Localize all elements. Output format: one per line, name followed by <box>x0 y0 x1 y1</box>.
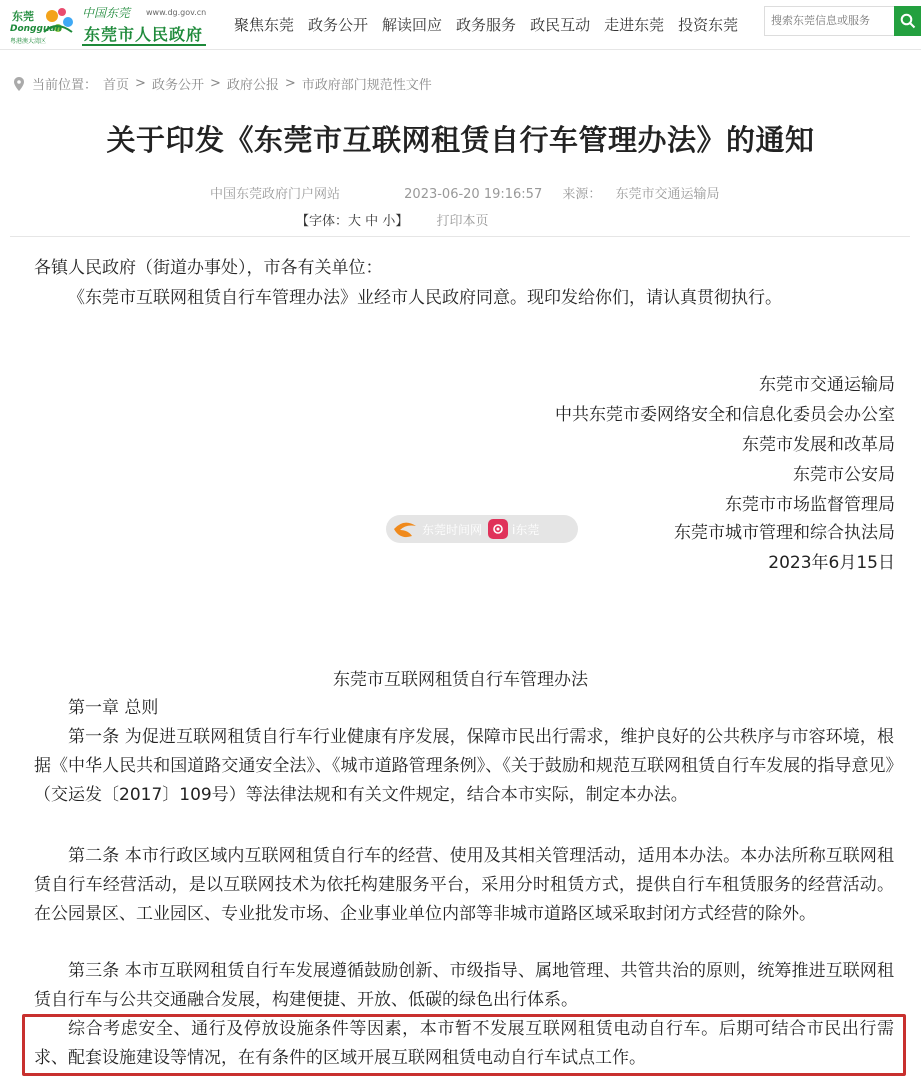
breadcrumb-home[interactable]: 首页 <box>103 78 130 93</box>
chapter-heading: 第一章 总则 <box>68 698 159 718</box>
location-pin-icon <box>14 77 24 91</box>
article-source: 东莞市交通运输局 <box>615 187 720 202</box>
article-2: 第二条 本市行政区域内互联网租赁自行车的经营、使用及其相关管理活动，适用本办法。本办法所称互联网租赁自行车经营活动，是以互联网技术为依托构建服务平台，采用分时租赁方式，提供自行车租赁服务的经营活动。在公园景区、工业园区、专业批发市场、企业事业单位内部等非城市道路区域采取封闭方式经营的除外。 <box>34 846 894 924</box>
page-title: 关于印发《东莞市互联网租赁自行车管理办法》的通知 <box>106 123 815 157</box>
signatory: 东莞市发展和改革局 <box>742 435 895 455</box>
site-logo[interactable] <box>6 2 206 46</box>
breadcrumb-separator: > <box>135 76 146 91</box>
font-small-button[interactable]: 小 <box>382 214 396 229</box>
highlight-box <box>22 1014 906 1076</box>
highlighted-paragraph: 综合考虑安全、通行及停放设施条件等因素，本市暂不发展互联网租赁电动自行车。后期可结合市民出行需求、配套设施建设等情况，在有条件的区域开展互联网租赁电动自行车试点工作。 <box>34 1019 894 1068</box>
logo-emblem-tiny: 粤港澳大湾区 <box>10 38 47 45</box>
article-meta <box>210 183 780 202</box>
breadcrumb-label: 当前位置： <box>32 78 98 93</box>
nav-item-gov-open[interactable]: 政务公开 <box>308 16 369 34</box>
nav-item-interpret[interactable]: 解读回应 <box>382 16 443 34</box>
breadcrumb <box>14 74 438 93</box>
search-icon <box>900 13 916 29</box>
logo-emblem-text: 东莞 <box>12 10 34 23</box>
watermark-text-2: i东莞 <box>512 522 540 537</box>
salutation: 各镇人民政府（街道办事处），市各有关单位： <box>34 258 383 278</box>
logo-url: www.dg.gov.cn <box>146 8 207 17</box>
nav-item-gov-service[interactable]: 政务服务 <box>456 16 517 34</box>
article-3: 第三条 本市互联网租赁自行车发展遵循鼓励创新、市级指导、属地管理、共管共治的原则，统筹推进互联网租赁自行车与公共交通融合发展，构建便捷、开放、低碳的绿色出行体系。 <box>34 961 894 1010</box>
watermark <box>386 515 578 543</box>
header-divider <box>10 236 910 237</box>
main-nav <box>234 14 752 35</box>
font-medium-button[interactable]: 中 <box>365 214 379 229</box>
article-datetime: 2023-06-20 19:16:57 <box>404 187 543 202</box>
logo-cn-script: 中国东莞 <box>82 6 131 20</box>
intro-paragraph: 《东莞市互联网租赁自行车管理办法》业经市人民政府同意。现印发给你们，请认真贯彻执行。 <box>68 288 782 308</box>
signatory: 东莞市城市管理和综合执法局 <box>674 523 895 543</box>
font-size-control <box>296 214 408 229</box>
watermark-logo-icon <box>390 518 418 540</box>
signatory: 东莞市公安局 <box>793 465 895 485</box>
breadcrumb-separator: > <box>209 76 221 91</box>
signatory: 中共东莞市委网络安全和信息化委员会办公室 <box>555 405 895 425</box>
font-control-suffix: 】 <box>395 214 409 229</box>
nav-item-focus[interactable]: 聚焦东莞 <box>234 16 295 34</box>
sign-date: 2023年6月15日 <box>768 553 895 573</box>
article-source-label: 来源： <box>562 187 602 202</box>
article-tools <box>296 210 489 229</box>
watermark-badge-icon <box>488 519 508 539</box>
breadcrumb-normative-docs[interactable]: 市政府部门规范性文件 <box>301 78 432 93</box>
logo-emblem-sub: Dongguan <box>10 24 62 34</box>
watermark-text: 东莞时间网 <box>422 522 483 537</box>
logo-underline <box>82 44 206 46</box>
font-control-prefix: 【字体： <box>296 214 349 229</box>
article-1: 第一条 为促进互联网租赁自行车行业健康有序发展，保障市民出行需求，维护良好的公共秩序与市容环境，根据《中华人民共和国道路交通安全法》、《城市道路管理条例》、《关于鼓励和规范互联网租赁自行车发展的指导意见》（交运发〔2017〕109号）等法律法规和有关文件规定，结合本市实际，制定本办法。 <box>34 727 894 805</box>
print-link[interactable]: 打印本页 <box>436 214 489 229</box>
nav-item-about[interactable]: 走进东莞 <box>604 16 665 34</box>
nav-item-invest[interactable]: 投资东莞 <box>678 16 739 34</box>
article-site: 中国东莞政府门户网站 <box>210 187 341 202</box>
breadcrumb-gazette[interactable]: 政府公报 <box>226 78 279 93</box>
site-header <box>0 0 921 50</box>
nav-item-interaction[interactable]: 政民互动 <box>530 16 591 34</box>
signatory: 东莞市交通运输局 <box>759 375 895 395</box>
search-box <box>764 6 921 36</box>
logo-site-name: 东莞市人民政府 <box>84 25 204 44</box>
breadcrumb-separator: > <box>284 76 296 91</box>
doc-title: 东莞市互联网租赁自行车管理办法 <box>333 670 588 690</box>
search-input[interactable] <box>764 6 894 36</box>
breadcrumb-gov-open[interactable]: 政务公开 <box>151 78 204 93</box>
font-large-button[interactable]: 大 <box>348 214 362 229</box>
signatory: 东莞市市场监督管理局 <box>725 495 895 515</box>
search-button[interactable] <box>894 6 921 36</box>
